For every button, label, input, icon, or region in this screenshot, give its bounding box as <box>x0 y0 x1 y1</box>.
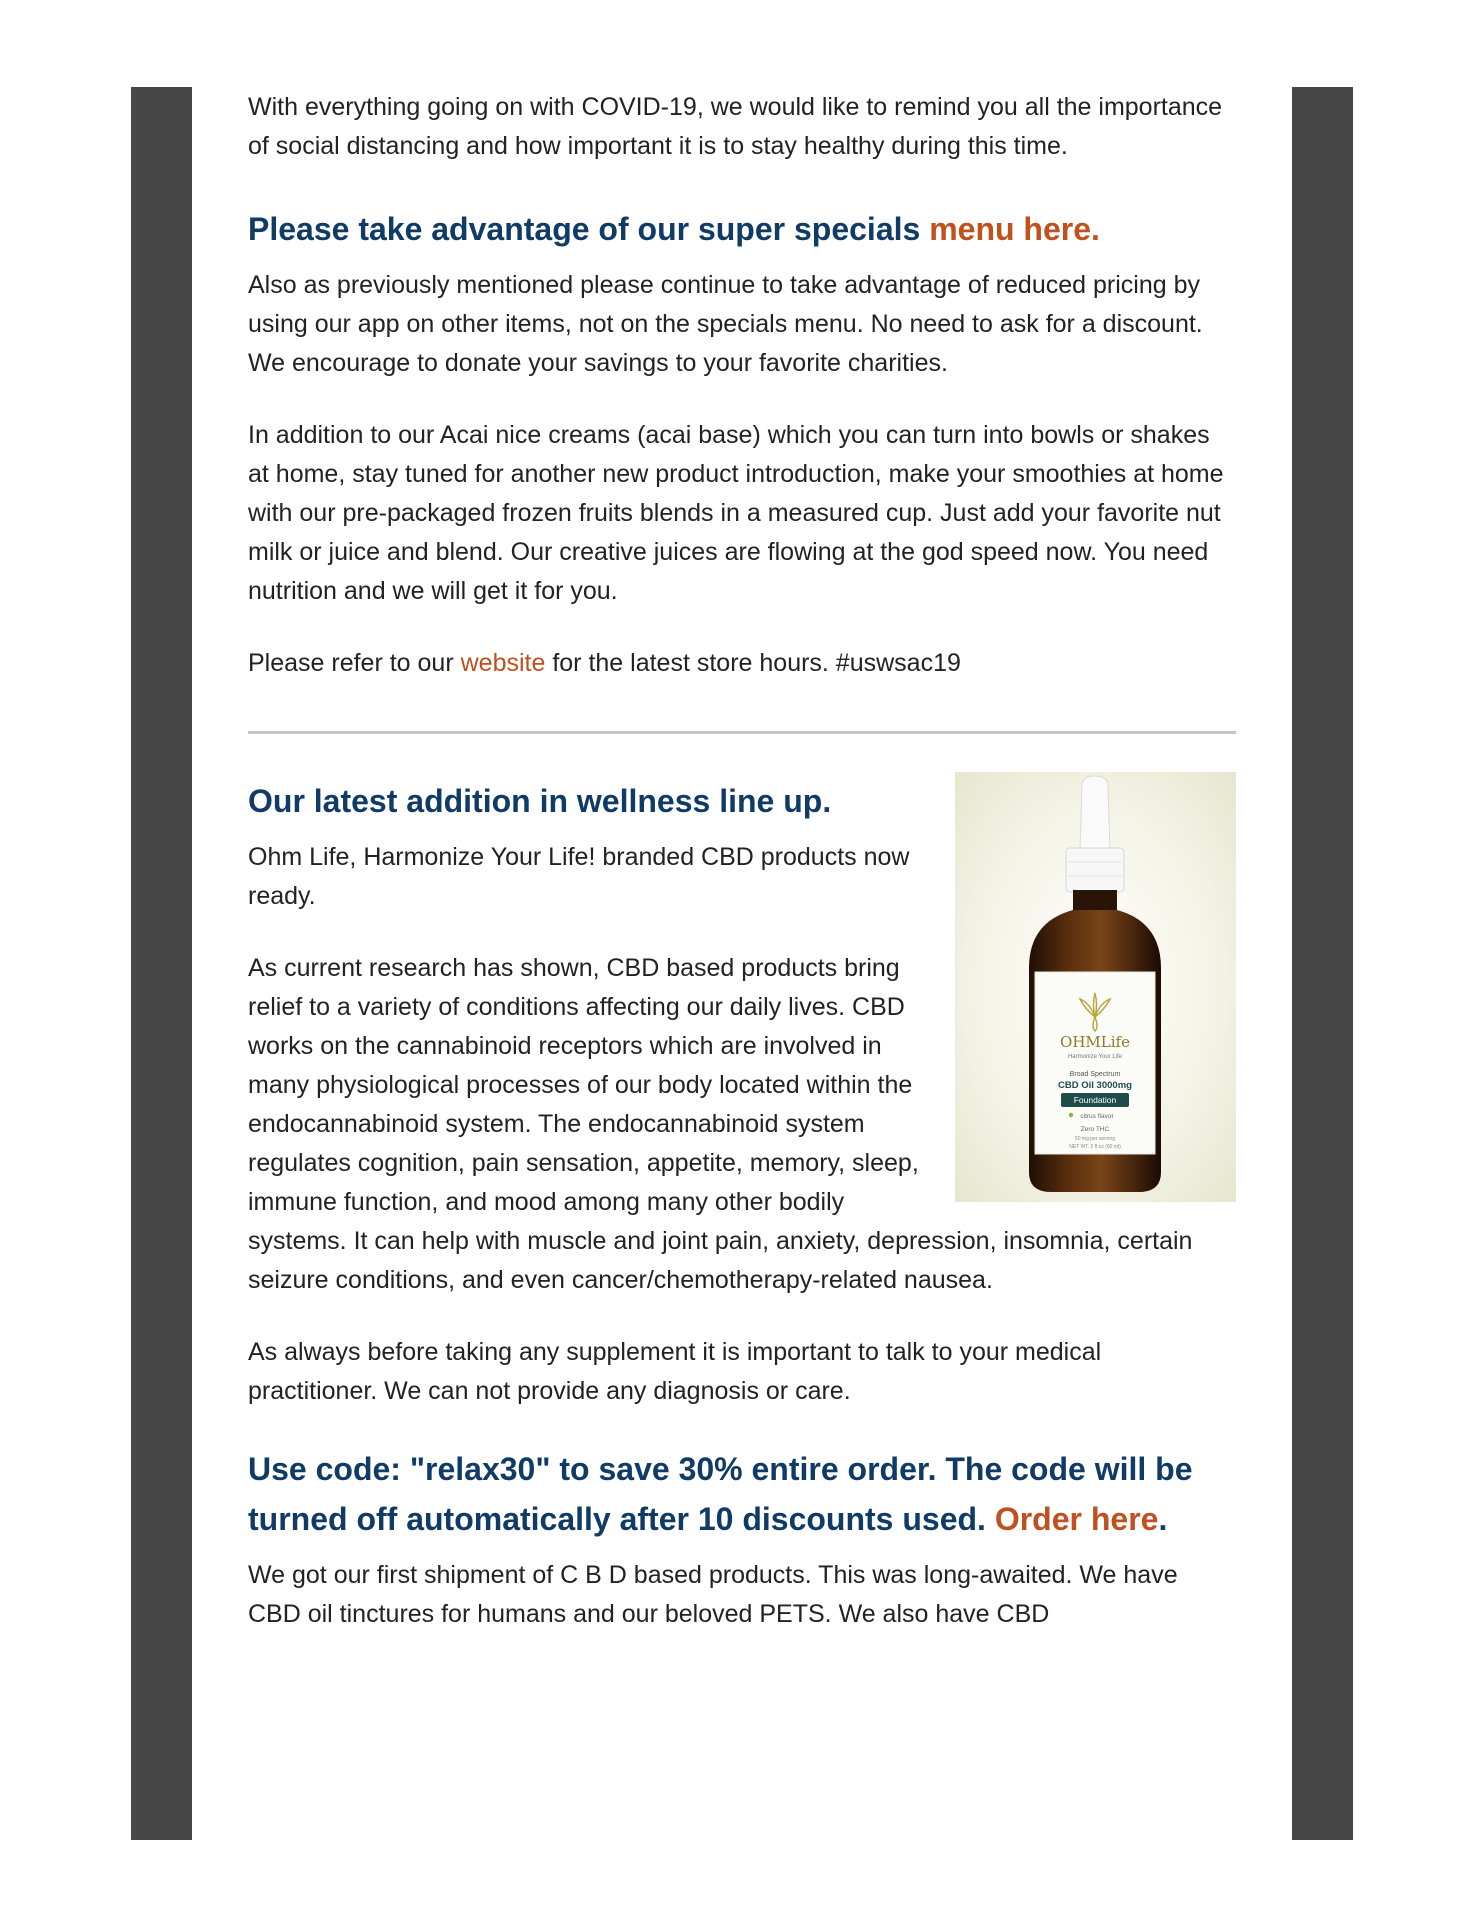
label-volume: NET WT. 2 fl oz (60 ml) <box>1069 1144 1121 1150</box>
store-hours-paragraph <box>248 644 1236 683</box>
specials-menu-link[interactable]: menu here. <box>929 211 1100 247</box>
wellness-section <box>248 772 1236 1634</box>
promo-period: . <box>1158 1501 1168 1537</box>
section-divider <box>248 731 1236 734</box>
label-thc: Zero THC <box>1080 1126 1110 1133</box>
hours-suffix: for the latest store hours. #uswsac19 <box>545 649 961 677</box>
cbd-research-paragraph: As current research has shown, CBD based products bring relief to a variety of conditions affecting our daily lives. CBD works on the cannabinoid receptors which are involved in many physiological processes of our body located within the endocannabinoid system. The endocannabinoid system regulates cognition, pain sensation, appetite, memory, sleep, immune function, and mood among many other bodily systems. It can help with muscle and joint pain, anxiety, depression, insomnia, certain seizure conditions, and even cancer/chemotherapy-related nausea. <box>248 954 1193 1294</box>
specials-heading-text: Please take advantage of our super specials <box>248 211 930 247</box>
ohm-life-paragraph: Ohm Life, Harmonize Your Life! branded CBD products now ready. <box>248 843 910 910</box>
label-tagline: Harmonize Your Life <box>1067 1054 1123 1060</box>
label-flavor: citrus flavor <box>1080 1113 1114 1120</box>
wellness-heading: Our latest addition in wellness line up. <box>248 783 832 819</box>
specials-heading <box>248 204 1236 254</box>
order-here-link[interactable]: Order here <box>994 1501 1159 1537</box>
pricing-paragraph: Also as previously mentioned please continue to take advantage of reduced pricing by using our app on other items, not on the specials menu. No need to ask for a discount. We encourage to donate your savings to your favorite charities. <box>248 271 1203 377</box>
left-border <box>131 87 192 1840</box>
promo-text: Use code: "relax30" to save 30% entire order. The code will be turned off automatically after 10 discounts used. <box>248 1451 1193 1537</box>
cbd-bottle-illustration <box>955 772 1236 1202</box>
label-spectrum: Broad Spectrum <box>1069 1071 1121 1078</box>
intro-paragraph: With everything going on with COVID-19, we would like to remind you all the importance of social distancing and how important it is to stay healthy during this time. <box>248 93 1223 160</box>
shipment-paragraph: We got our first shipment of C B D based products. This was long-awaited. We have CBD oil tinctures for humans and our beloved PETS. We also have CBD <box>248 1561 1178 1628</box>
cbd-product-image <box>955 772 1236 1202</box>
label-serving: 50 mg per serving <box>1074 1136 1116 1142</box>
label-brand: OHMLife <box>1060 1033 1130 1051</box>
label-variant: Foundation <box>1073 1095 1117 1105</box>
email-content <box>248 88 1236 1667</box>
acai-paragraph: In addition to our Acai nice creams (acai base) which you can turn into bowls or shakes at home, stay tuned for another new product introduction, make your smoothies at home with our pre-packaged frozen fruits blends in a measured cup. Just add your favorite nut milk or juice and blend. Our creative juices are flowing at the god speed now. You need nutrition and we will get it for you. <box>248 421 1224 605</box>
right-border <box>1292 87 1353 1840</box>
medical-disclaimer-paragraph: As always before taking any supplement it is important to talk to your medical practitioner. We can not provide any diagnosis or care. <box>248 1338 1102 1405</box>
hours-prefix: Please refer to our <box>248 649 461 677</box>
label-product-name: CBD Oil 3000mg <box>1058 1080 1132 1091</box>
promo-code-heading <box>248 1444 1236 1544</box>
website-link[interactable]: website <box>460 649 546 677</box>
